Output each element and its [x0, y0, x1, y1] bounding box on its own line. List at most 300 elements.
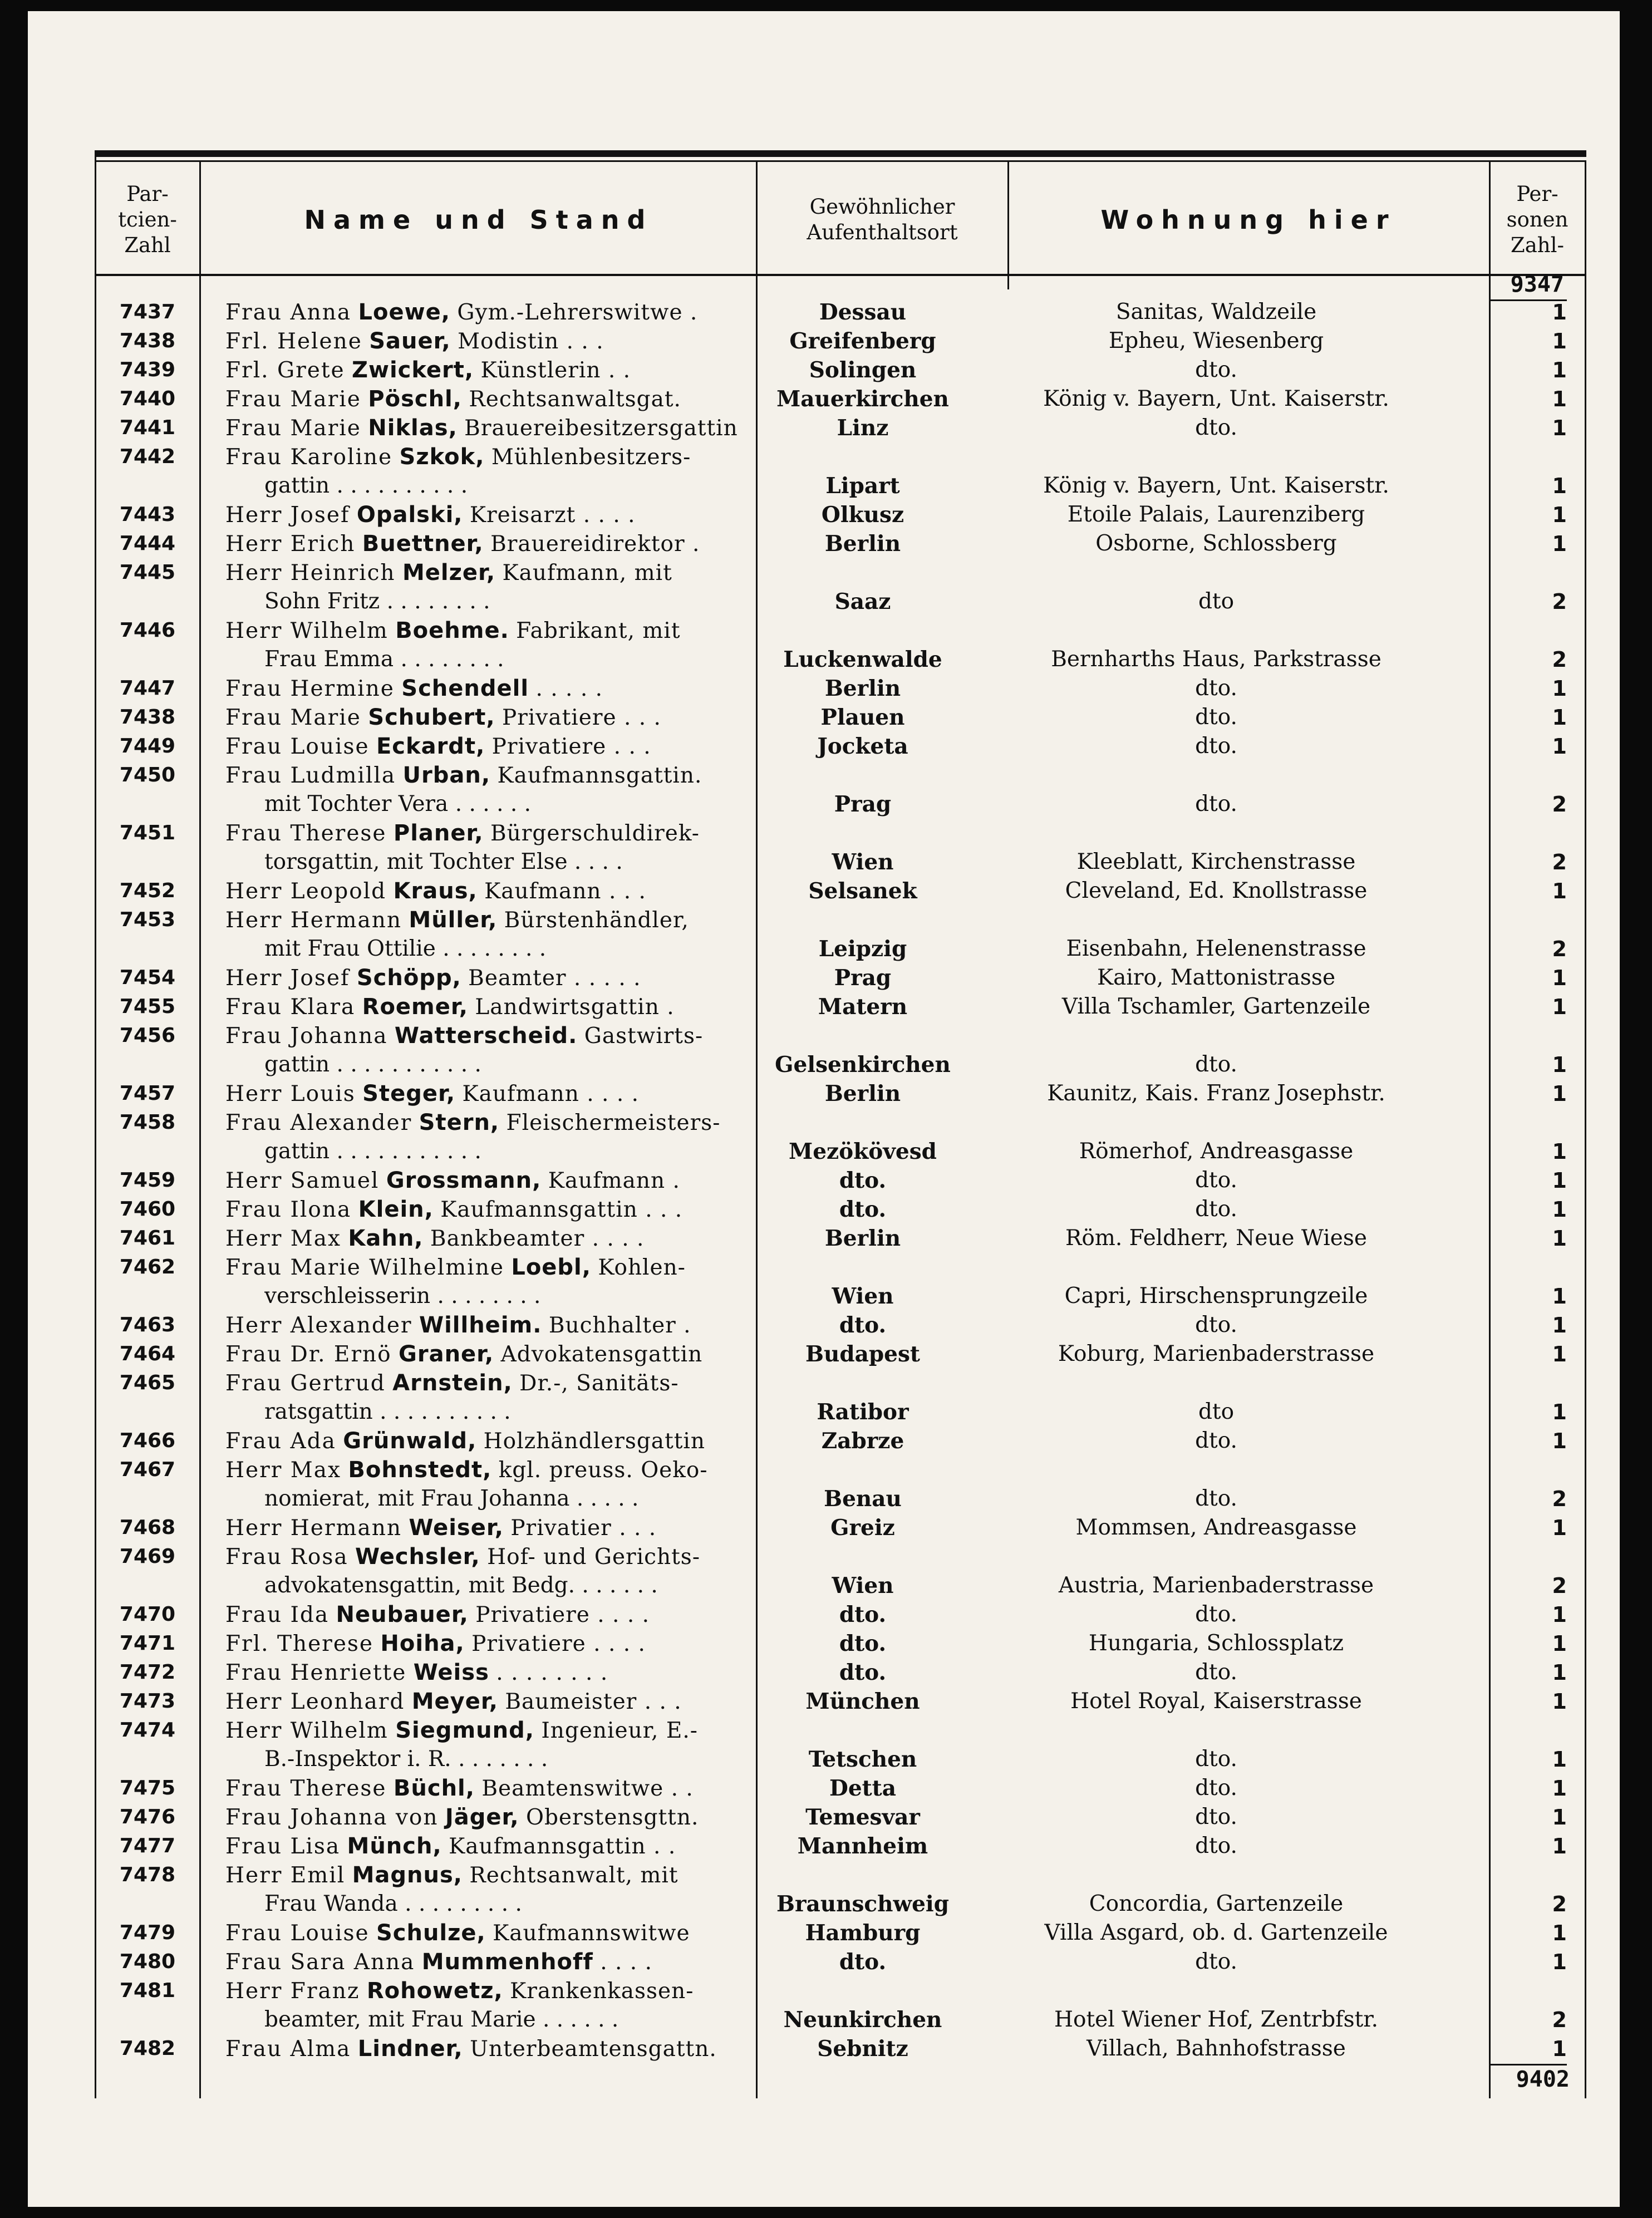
entry-title: Herr Max — [225, 1458, 341, 1483]
entry-number: 7437 — [119, 301, 176, 323]
entry-title: Frl. Grete — [225, 358, 345, 383]
entry-occupation: Kreisarzt . . . . — [469, 503, 636, 528]
entry-occupation: Brauereidirektor . — [490, 532, 700, 557]
entry-title: Herr Leonhard — [225, 1689, 405, 1714]
entry-number: 7471 — [119, 1632, 176, 1655]
entry-residence: Plauen — [820, 705, 905, 730]
entry-number: 7472 — [119, 1661, 176, 1684]
entry-persons: 1 — [1552, 1631, 1567, 1656]
table-row — [95, 1976, 1586, 2034]
entry-occupation: Modistin . . . — [458, 329, 604, 354]
entry-address: dto. — [1195, 676, 1237, 701]
table-row — [95, 1832, 1586, 1861]
entry-address: dto. — [1195, 415, 1237, 440]
entry-address: Hungaria, Schlossplatz — [1088, 1631, 1344, 1656]
entry-title: Frau Anna — [225, 300, 352, 325]
entry-persons: 1 — [1552, 1834, 1567, 1858]
entry-surname: Grossmann, — [386, 1168, 542, 1193]
entry-title: Frau Marie — [225, 705, 361, 730]
entry-title: Frau Alma — [225, 2037, 351, 2062]
entry-persons: 1 — [1552, 705, 1567, 730]
entry-address: Mommsen, Andreasgasse — [1075, 1515, 1357, 1540]
table-row — [95, 1919, 1586, 1947]
entry-title: Frau Louise — [225, 1921, 370, 1946]
entry-persons: 2 — [1552, 1487, 1567, 1511]
entry-surname: Rohowetz, — [366, 1978, 503, 2004]
entry-residence: Leipzig — [818, 936, 907, 962]
header-num: Par- tcien- Zahl — [118, 182, 177, 257]
entry-number: 7438 — [119, 706, 176, 729]
table-row — [95, 732, 1586, 761]
entry-continuation: mit Tochter Vera . . . . . . — [264, 791, 532, 817]
entry-surname: Bohnstedt, — [348, 1457, 492, 1483]
entry-surname: Roemer, — [362, 994, 468, 1020]
entry-occupation: Privatiere . . . — [491, 734, 651, 759]
entry-number: 7438 — [119, 329, 176, 352]
entry-residence: Gelsenkirchen — [775, 1052, 951, 1078]
entry-name — [225, 1455, 810, 1485]
entry-persons: 2 — [1552, 589, 1567, 614]
entry-surname: Arnstein, — [392, 1370, 513, 1396]
entry-name — [225, 1166, 810, 1196]
entry-address: Villa Tschamler, Gartenzeile — [1061, 994, 1371, 1019]
entry-surname: Kraus, — [393, 878, 478, 904]
table-row — [95, 1542, 1586, 1600]
entry-surname: Zwickert, — [352, 357, 474, 383]
entry-number: 7439 — [119, 358, 176, 381]
entry-persons: 2 — [1552, 792, 1567, 817]
entry-occupation: Privatiere . . . — [502, 705, 661, 730]
entry-name — [225, 1021, 810, 1051]
entry-title: Herr Samuel — [225, 1168, 380, 1193]
entry-address: Kaunitz, Kais. Franz Josephstr. — [1047, 1081, 1385, 1106]
entry-surname: Niklas, — [368, 415, 458, 441]
entry-title: Herr Josef — [225, 503, 350, 528]
table-row — [95, 500, 1586, 529]
entry-occupation: Baumeister . . . — [505, 1689, 682, 1714]
entry-address: Röm. Feldherr, Neue Wiese — [1065, 1226, 1367, 1251]
entry-surname: Schöpp, — [356, 965, 461, 991]
table-row — [95, 1803, 1586, 1832]
entry-number: 7477 — [119, 1835, 176, 1857]
entry-name — [225, 992, 810, 1022]
entry-occupation: Kaufmannswitwe — [493, 1921, 690, 1946]
entry-name — [225, 1629, 810, 1659]
entry-surname: Weiser, — [409, 1515, 504, 1541]
entry-persons: 1 — [1552, 300, 1567, 324]
entry-title: Frl. Helene — [225, 329, 362, 354]
entry-surname: Watterscheid. — [394, 1023, 578, 1049]
entry-occupation: kgl. preuss. Oeko- — [498, 1458, 708, 1483]
entry-title: Herr Louis — [225, 1081, 356, 1106]
entry-persons: 1 — [1552, 1313, 1567, 1337]
entry-address: dto. — [1195, 1312, 1237, 1337]
entry-surname: Graner, — [399, 1341, 494, 1367]
page-total: 9402 — [1516, 2067, 1570, 2092]
entry-occupation: Landwirtsgattin . — [475, 995, 675, 1020]
entry-title: Frau Therese — [225, 821, 387, 846]
entry-name — [225, 732, 810, 761]
entry-address: dto. — [1195, 1486, 1237, 1511]
entry-persons: 1 — [1552, 1429, 1567, 1453]
entry-surname: Weiss — [413, 1660, 489, 1685]
entry-persons: 1 — [1552, 387, 1567, 411]
entry-occupation: . . . . . — [535, 676, 603, 701]
entry-residence: Olkusz — [821, 502, 904, 528]
entry-number: 7479 — [119, 1921, 176, 1944]
entry-continuation: advokatensgattin, mit Bedg. . . . . . . — [264, 1573, 658, 1598]
entry-name — [225, 1774, 810, 1803]
entry-surname: Sauer, — [369, 328, 451, 354]
entry-occupation: Privatiere . . . . — [471, 1631, 646, 1656]
entry-continuation: ratsgattin . . . . . . . . . . — [264, 1399, 511, 1424]
entry-title: Frau Ida — [225, 1602, 330, 1627]
entry-name — [225, 906, 810, 935]
entry-number: 7464 — [119, 1342, 176, 1365]
table-row — [95, 1658, 1586, 1687]
entry-surname: Magnus, — [352, 1862, 463, 1888]
entry-persons: 1 — [1552, 1400, 1567, 1424]
entry-surname: Büchl, — [393, 1776, 475, 1801]
entry-occupation: Kaufmann . — [548, 1168, 680, 1193]
entry-surname: Lindner, — [357, 2036, 463, 2062]
entry-number: 7461 — [119, 1227, 176, 1250]
entry-number: 7466 — [119, 1429, 176, 1452]
entry-surname: Schendell — [401, 676, 529, 701]
entry-name — [225, 1832, 810, 1861]
entry-title: Herr Erich — [225, 532, 356, 557]
entry-surname: Urban, — [402, 763, 491, 788]
entry-persons: 1 — [1552, 2037, 1567, 2061]
entry-residence: Matern — [818, 994, 908, 1020]
entry-number: 7469 — [119, 1545, 176, 1568]
entry-residence: Berlin — [824, 531, 901, 557]
table-row — [95, 1195, 1586, 1224]
entry-continuation: gattin . . . . . . . . . . — [264, 473, 468, 498]
entry-address: Concordia, Gartenzeile — [1089, 1891, 1344, 1916]
entry-residence: Linz — [837, 415, 889, 441]
entry-title: Herr Alexander — [225, 1313, 412, 1338]
entry-persons: 1 — [1552, 503, 1567, 527]
entry-residence: Ratibor — [817, 1399, 909, 1425]
entry-residence: Berlin — [824, 676, 901, 701]
entry-title: Frau Ilona — [225, 1197, 352, 1222]
entry-title: Frau Johanna von — [225, 1805, 439, 1830]
entry-title: Frau Therese — [225, 1776, 387, 1801]
entry-name — [225, 703, 810, 732]
entry-occupation: Kaufmann, mit — [502, 560, 672, 586]
entry-number: 7459 — [119, 1169, 176, 1192]
page-paper — [28, 11, 1620, 2207]
entry-name — [225, 1947, 810, 1977]
entry-address: Etoile Palais, Laurenziberg — [1067, 502, 1365, 527]
entry-name — [225, 761, 810, 790]
entry-persons: 1 — [1552, 1776, 1567, 1801]
entry-title: Frau Ludmilla — [225, 763, 396, 788]
entry-surname: Pöschl, — [368, 386, 462, 412]
entry-title: Herr Hermann — [225, 908, 402, 933]
entry-number: 7465 — [119, 1371, 176, 1394]
entry-persons: 2 — [1552, 647, 1567, 672]
entry-occupation: Kohlen- — [598, 1255, 686, 1280]
entry-name — [225, 500, 810, 530]
entry-persons: 1 — [1552, 879, 1567, 903]
entry-residence: dto. — [839, 1197, 887, 1222]
entry-address: Bernharths Haus, Parkstrasse — [1051, 647, 1381, 672]
table-row — [95, 298, 1586, 327]
entry-surname: Schulze, — [376, 1920, 486, 1946]
header-persons: Per- sonen Zahl- — [1506, 182, 1569, 257]
table-row — [95, 1455, 1586, 1513]
entry-residence: Sebnitz — [817, 2036, 908, 2062]
entry-title: Frau Ada — [225, 1429, 336, 1454]
entry-occupation: Krankenkassen- — [510, 1979, 694, 2004]
entry-persons: 1 — [1552, 1602, 1567, 1627]
entry-number: 7443 — [119, 503, 176, 526]
table-row — [95, 1861, 1586, 1919]
entry-residence: Solingen — [809, 357, 917, 383]
entry-address: Hotel Wiener Hof, Zentrbfstr. — [1054, 2007, 1379, 2032]
entry-address: dto. — [1195, 791, 1237, 817]
entry-residence: Mauerkirchen — [776, 386, 949, 412]
table-row — [95, 1340, 1586, 1369]
table-row — [95, 529, 1586, 558]
entry-occupation: Rechtsanwalt, mit — [469, 1863, 678, 1888]
entry-title: Frau Alexander — [225, 1110, 412, 1135]
entry-persons: 2 — [1552, 1892, 1567, 1916]
table-row — [95, 558, 1586, 616]
table-row — [95, 1427, 1586, 1455]
entry-occupation: Dr.-, Sanitäts- — [519, 1371, 679, 1396]
entry-name — [225, 1340, 810, 1369]
entry-persons: 1 — [1552, 1516, 1567, 1540]
entry-residence: Wien — [832, 1283, 894, 1309]
entry-title: Frau Louise — [225, 734, 370, 759]
entry-title: Frl. Therese — [225, 1631, 373, 1656]
entry-occupation: Bankbeamter . . . . — [430, 1226, 645, 1251]
entry-address: Koburg, Marienbaderstrasse — [1058, 1341, 1375, 1366]
entry-persons: 1 — [1552, 1747, 1567, 1772]
entry-residence: Luckenwalde — [783, 647, 942, 672]
entry-persons: 1 — [1552, 1168, 1567, 1193]
entry-persons: 1 — [1552, 358, 1567, 382]
entry-number: 7467 — [119, 1458, 176, 1481]
entry-persons: 1 — [1552, 1226, 1567, 1251]
entry-residence: Prag — [834, 791, 892, 817]
entry-residence: Mezökövesd — [789, 1139, 937, 1164]
entry-residence: dto. — [839, 1168, 887, 1193]
entry-address: Sanitas, Waldzeile — [1115, 299, 1317, 324]
entry-surname: Mummenhoff — [421, 1949, 593, 1975]
entry-occupation: Bürgerschuldirek- — [490, 821, 700, 846]
entry-name — [225, 1803, 810, 1832]
entry-number: 7455 — [119, 995, 176, 1018]
entry-occupation: Unterbeamtensgattn. — [470, 2037, 717, 2062]
entry-title: Herr Leopold — [225, 879, 387, 904]
entry-persons: 1 — [1552, 966, 1567, 990]
entry-persons: 1 — [1552, 416, 1567, 440]
entry-occupation: Kaufmannsgattin. — [497, 763, 702, 788]
entry-name — [225, 327, 810, 356]
entry-name — [225, 963, 810, 993]
table-row — [95, 1687, 1586, 1716]
entry-persons: 1 — [1552, 734, 1567, 759]
entry-residence: Mannheim — [797, 1833, 928, 1859]
total-rule — [1489, 2064, 1567, 2065]
entry-occupation: . . . . — [600, 1950, 652, 1975]
table-row — [95, 1716, 1586, 1774]
entry-name — [225, 558, 810, 588]
entry-name — [225, 1253, 810, 1282]
entry-surname: Eckardt, — [376, 734, 485, 759]
entry-persons: 1 — [1552, 1660, 1567, 1685]
entry-occupation: Beamter . . . . . — [468, 966, 641, 991]
table-row — [95, 877, 1586, 906]
table-row — [95, 1021, 1586, 1079]
entry-continuation: Frau Wanda . . . . . . . . . — [264, 1891, 522, 1916]
entry-surname: Melzer, — [402, 560, 496, 586]
entry-number: 7474 — [119, 1719, 176, 1742]
entry-title: Frau Gertrud — [225, 1371, 386, 1396]
entry-persons: 1 — [1552, 1081, 1567, 1106]
entry-title: Frau Sara Anna — [225, 1950, 415, 1975]
entry-number: 7458 — [119, 1111, 176, 1134]
entry-residence: dto. — [839, 1949, 887, 1975]
entry-persons: 1 — [1552, 532, 1567, 556]
entry-address: Villach, Bahnhofstrasse — [1086, 2036, 1346, 2061]
entry-name — [225, 1311, 810, 1340]
entry-number: 7481 — [119, 1979, 176, 2002]
entry-occupation: Gym.-Lehrerswitwe . — [457, 300, 698, 325]
entry-number: 7442 — [119, 445, 176, 468]
entry-surname: Wechsler, — [355, 1544, 480, 1570]
entry-occupation: Advokatensgattin — [500, 1342, 703, 1367]
entry-address: König v. Bayern, Unt. Kaiserstr. — [1043, 473, 1389, 498]
entry-occupation: Privatiere . . . . — [475, 1602, 650, 1627]
entry-residence: Zabrze — [821, 1428, 904, 1454]
table-row — [95, 327, 1586, 356]
entry-persons: 2 — [1552, 1573, 1567, 1598]
entry-surname: Steger, — [362, 1081, 456, 1106]
table-row — [95, 761, 1586, 819]
entry-number: 7451 — [119, 822, 176, 844]
entry-persons: 1 — [1552, 1689, 1567, 1714]
entry-name — [225, 1976, 810, 2006]
entry-name — [225, 877, 810, 906]
entry-continuation: B.-Inspektor i. R. . . . . . . . — [264, 1747, 548, 1772]
entry-name — [225, 442, 810, 472]
entry-title: Herr Wilhelm — [225, 618, 389, 643]
header-address: Wohnung hier — [1100, 205, 1397, 235]
entry-number: 7473 — [119, 1690, 176, 1713]
entry-surname: Meyer, — [411, 1689, 498, 1714]
entry-occupation: Ingenieur, E.- — [541, 1718, 698, 1743]
entry-number: 7457 — [119, 1082, 176, 1105]
entry-address: Kairo, Mattonistrasse — [1097, 965, 1336, 990]
entry-residence: Benau — [824, 1486, 902, 1512]
entry-name — [225, 1861, 810, 1890]
entry-surname: Schubert, — [368, 705, 495, 730]
entry-address: dto. — [1195, 1602, 1237, 1627]
entry-occupation: Rechtsanwaltsgat. — [469, 387, 681, 412]
top-rule-thin — [95, 160, 1586, 162]
entry-number: 7449 — [119, 735, 176, 758]
entry-residence: dto. — [839, 1631, 887, 1656]
table-row — [95, 2034, 1586, 2063]
entry-persons: 1 — [1552, 1805, 1567, 1830]
entry-address: dto. — [1195, 1949, 1237, 1974]
entry-title: Herr Emil — [225, 1863, 346, 1888]
entry-title: Frau Marie — [225, 416, 361, 441]
entry-number: 7444 — [119, 532, 176, 555]
entry-persons: 1 — [1552, 676, 1567, 701]
table-row — [95, 1311, 1586, 1340]
entry-title: Herr Hermann — [225, 1516, 402, 1541]
entry-occupation: Kaufmannsgattin . . — [449, 1834, 676, 1859]
entry-surname: Buettner, — [362, 531, 484, 557]
table-row — [95, 1108, 1586, 1166]
entry-title: Frau Johanna — [225, 1024, 388, 1049]
entry-title: Frau Karoline — [225, 445, 393, 470]
table-row — [95, 1166, 1586, 1195]
entry-residence: Lipart — [825, 473, 900, 499]
entry-number: 7454 — [119, 966, 176, 989]
entry-name — [225, 1195, 810, 1224]
table-row — [95, 963, 1586, 992]
entry-title: Herr Max — [225, 1226, 341, 1251]
entry-name — [225, 1079, 810, 1109]
entry-address: König v. Bayern, Unt. Kaiserstr. — [1043, 386, 1389, 411]
entry-address: dto. — [1195, 1776, 1237, 1801]
entry-continuation: Sohn Fritz . . . . . . . . — [264, 589, 490, 614]
entry-address: dto — [1198, 1399, 1235, 1424]
directory-table — [95, 150, 1586, 2115]
entry-name — [225, 1513, 810, 1543]
entry-address: dto. — [1195, 1052, 1237, 1077]
table-row — [95, 703, 1586, 732]
entry-persons: 1 — [1552, 1342, 1567, 1366]
entry-persons: 2 — [1552, 850, 1567, 874]
entry-residence: München — [805, 1689, 920, 1714]
entry-residence: Selsanek — [808, 878, 917, 904]
entry-title: Frau Lisa — [225, 1834, 341, 1859]
entry-title: Herr Wilhelm — [225, 1718, 389, 1743]
entry-number: 7476 — [119, 1806, 176, 1828]
entry-name — [225, 1687, 810, 1717]
header-place: Gewöhnlicher Aufenthaltsort — [807, 195, 958, 244]
table-row — [95, 1079, 1586, 1108]
entry-residence: Berlin — [824, 1226, 901, 1251]
entry-name — [225, 616, 810, 646]
entry-title: Frau Marie — [225, 387, 361, 412]
top-rule — [95, 150, 1586, 157]
entry-residence: Prag — [834, 965, 892, 991]
entry-occupation: Kaufmannsgattin . . . — [440, 1197, 683, 1222]
entry-name — [225, 1427, 810, 1456]
entry-occupation: Oberstensgttn. — [525, 1805, 699, 1830]
entry-surname: Jäger, — [445, 1804, 519, 1830]
table-row — [95, 442, 1586, 500]
entry-persons: 1 — [1552, 474, 1567, 498]
entry-persons: 1 — [1552, 1921, 1567, 1945]
table-row — [95, 992, 1586, 1021]
entry-title: Herr Franz — [225, 1979, 360, 2004]
entry-persons: 1 — [1552, 1139, 1567, 1164]
entry-residence: dto. — [839, 1312, 887, 1338]
carry-over-count: 9347 — [1510, 272, 1564, 297]
entry-surname: Müller, — [409, 907, 498, 933]
entry-name — [225, 356, 810, 385]
